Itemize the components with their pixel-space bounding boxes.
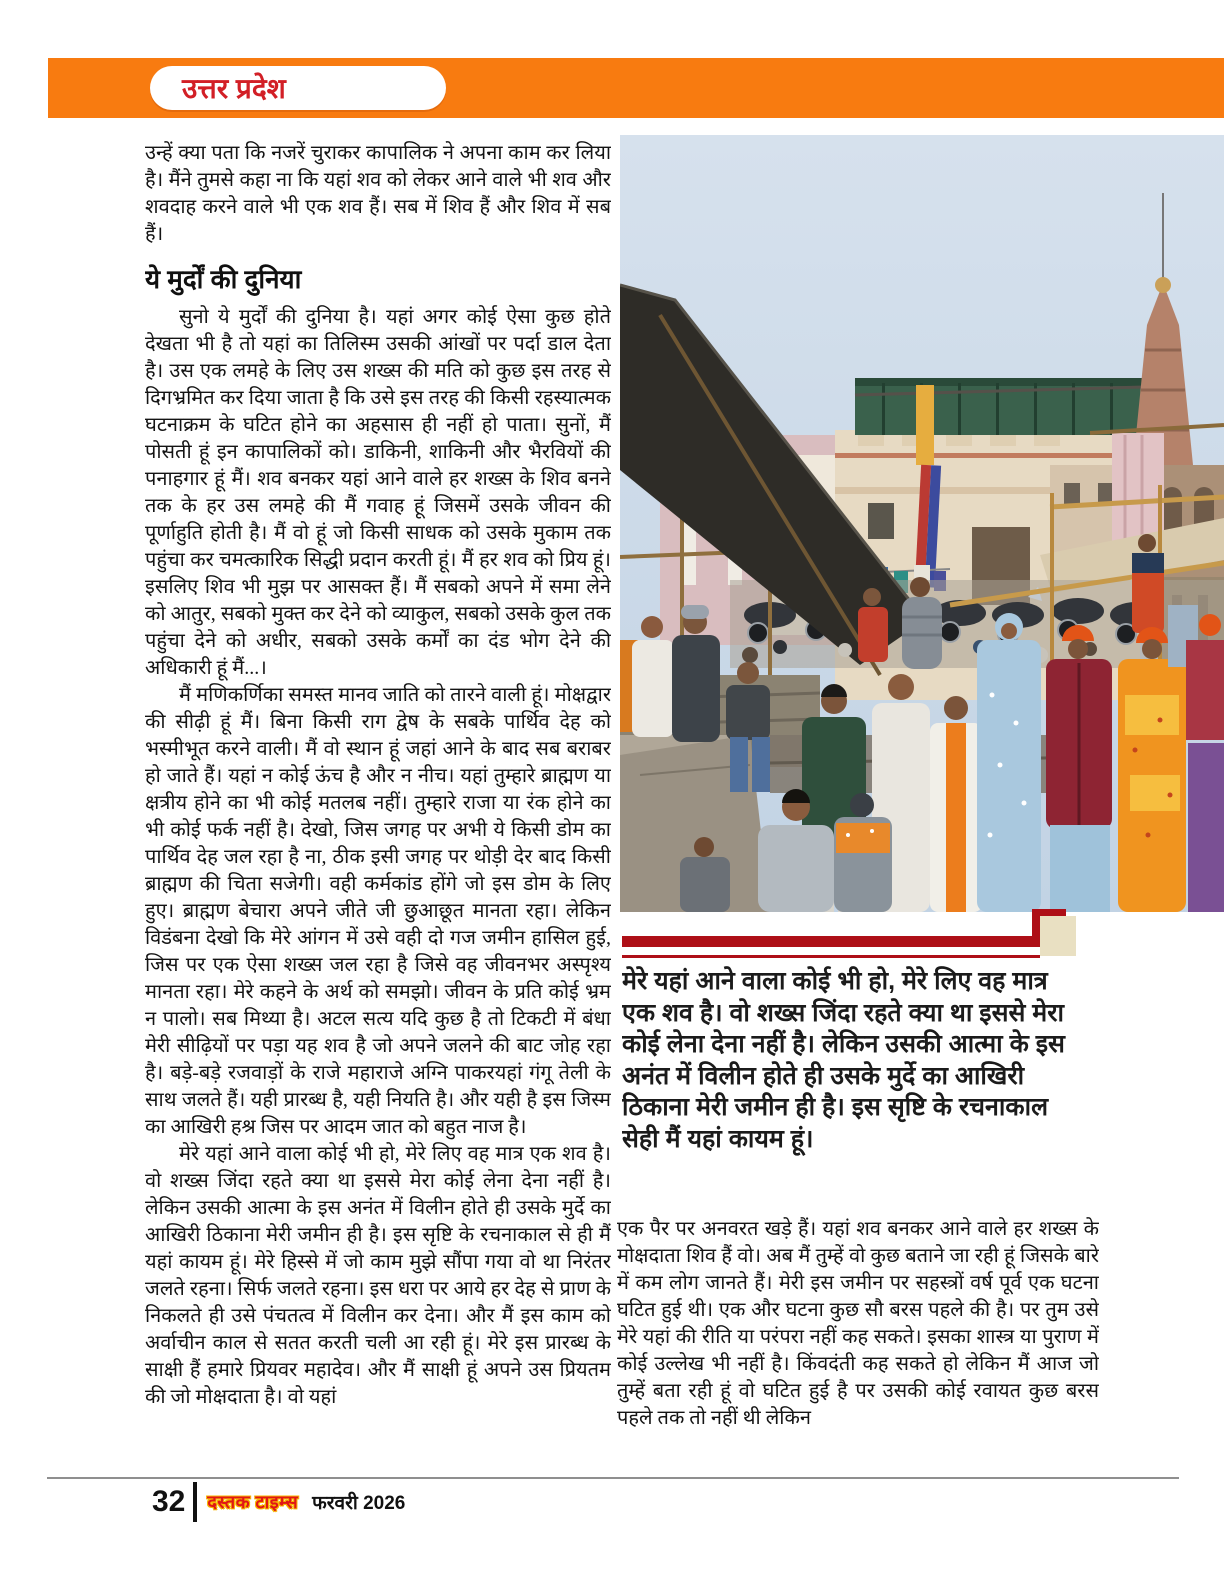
page-number: 32 xyxy=(152,1485,186,1518)
article-right-column xyxy=(617,1216,1099,1464)
issue-date: फरवरी 2026 xyxy=(312,1493,406,1514)
section-heading: ये मुर्दों की दुनिया xyxy=(145,264,302,294)
region-tag-pill xyxy=(150,66,446,110)
tan-square-accent xyxy=(1040,916,1076,956)
region-tag-label: उत्तर प्रदेश xyxy=(182,73,286,104)
article-paragraph: सुनो ये मुर्दों की दुनिया है। यहां अगर कोई ऐसा कुछ होते देखता भी है तो यहां का तिलिस्म उसकी आंखों पर पर्दा डाल देता है। उस एक लमहे के लिए उस शख्स की मति को कुछ इस तरह से दिगभ्रमित कर दिया जाता है कि उसे इस तरह की किसी रहस्यात्मक घटनाक्रम के घटित होने का अहसास ही नहीं हो पाता। सुनों, मैं पोसती हूं इन कापालिकों को। डाकिनी, शाकिनी और भैरवियों की पनाहगार हूं मैं। शव बनकर यहां आने वाले हर शख्स के शिव बनने तक के हर उस लमहे की मैं गवाह हूं जिसमें उसके जीवन की पूर्णाहुति होती है। मैं वो हूं जो किसी साधक को उसके मुकाम तक पहुंचा कर चमत्कारिक सिद्धी प्रदान करती हूं। मैं हर शव को प्रिय हूं। इसलिए शिव भी मुझ पर आसक्त हैं। मैं सबको अपने में समा लेने को आतुर, सबको मुक्त कर देने को व्याकुल, सबको उसके कुल तक पहुंचा देने को अधीर, सबको उसके कर्मों का दंड भोग देने की अधिकारी हूं मैं...। xyxy=(145,306,611,679)
footer-divider xyxy=(193,1482,197,1522)
article-left-column xyxy=(145,140,611,1465)
intro-paragraph: उन्हें क्या पता कि नजरें चुराकर कापालिक ने अपना काम कर लिया है। मैंने तुमसे कहा ना कि यहां शव को लेकर आने वाले भी शव और शवदाह करने वाले भी एक शव हैं। सब में शिव हैं और शिव में सब हैं। xyxy=(145,142,611,245)
article-paragraph: मेरे यहां आने वाला कोई भी हो, मेरे लिए वह मात्र एक शव है। वो शख्स जिंदा रहते क्या था इससे मेरा कोई लेना देना नहीं है। लेकिन उसकी आत्मा के इस अनंत में विलीन होते ही उसके मुर्दे का आखिरी ठिकाना मेरी जमीन ही है। इस सृष्टि के रचनाकाल से ही मैं यहां कायम हूं। मेरे हिस्से में जो काम मुझे सौंपा गया वो था निरंतर जलते रहना। सिर्फ जलते रहना। इस धरा पर आये हर देह से प्राण के निकलते ही उसे पंचतत्व में विलीन कर देना। और मैं इस काम को अर्वाचीन काल से सतत करती चली आ रही हूं। मेरे इस प्रारब्ध के साक्षी हैं हमारे प्रियवर महादेव। और मैं साक्षी हूं अपने उस प्रियतम की जो मोक्षदाता है। वो यहां xyxy=(145,1143,611,1408)
continuation-paragraph: एक पैर पर अनवरत खड़े हैं। यहां शव बनकर आने वाले हर शख्स के मोक्षदाता शिव हैं वो। अब मैं तुम्हें वो कुछ बताने जा रही हूं जिसके बारे में कम लोग जानते हैं। मेरी इस जमीन पर सहस्त्रों वर्ष पूर्व एक घटना घटित हुई थी। एक और घटना कुछ सौ बरस पहले की है। पर तुम उसे मेरे यहां की रीति या परंपरा नहीं कह सकते। इसका शास्त्र या पुराण में कोई उल्लेख भी नहीं है। किंवदंती कह सकते हो लेकिन मैं आज जो तुम्हें बता रही हूं वो घटित हुई है पर उसकी कोई रवायत कुछ बरस पहले तक तो नहीं थी लेकिन xyxy=(617,1218,1099,1429)
pull-quote: मेरे यहां आने वाला कोई भी हो, मेरे लिए वह मात्र एक शव है। वो शख्स जिंदा रहते क्या था इससे मेरा कोई लेना देना नहीं है। लेकिन उसकी आत्मा के इस अनंत में विलीन होते ही उसके मुर्दे का आखिरी ठिकाना मेरी जमीन ही है। इस सृष्टि के रचनाकाल सेही मैं यहां कायम हूं। xyxy=(622,967,1065,1153)
footer-rule xyxy=(47,1477,1179,1479)
pull-quote-rule-thin xyxy=(622,955,1040,958)
footer xyxy=(152,1482,405,1522)
top-accent-bar xyxy=(48,58,1224,118)
pull-quote-rule-thick xyxy=(622,936,1040,947)
ghat-photo xyxy=(620,135,1224,912)
article-paragraph: मैं मणिकर्णिका समस्त मानव जाति को तारने वाली हूं। मोक्षद्वार की सीढ़ी हूं मैं। बिना किसी राग द्वेष के सबके पार्थिव देह को भस्मीभूत करने वाली। मैं वो स्थान हूं जहां आने के बाद सब बराबर हो जाते हैं। यहां न कोई ऊंच है और न नीच। यहां तुम्हारे ब्राह्मण या क्षत्रीय होने का भी कोई मतलब नहीं। तुम्हारे राजा या रंक होने का भी कोई फर्क नहीं है। देखो, जिस जगह पर अभी ये किसी डोम का पार्थिव देह जल रहा है ना, ठीक इसी जगह पर थोड़ी देर बाद किसी ब्राह्मण की चिता सजेगी। वही कर्मकांड होंगे जो इस डोम के लिए हुए। ब्राह्मण बेचारा अपने जीते जी छुआछूत मानता रहा। लेकिन विडंबना देखो कि मेरे आंगन में उसे वही दो गज जमीन हासिल हुई, जिस पर एक ऐसा शख्स जल रहा है जिसे वह जीवनभर अस्पृश्य मानता रहा। मेरे कहने के अर्थ को समझो। जीवन के प्रति कोई भ्रम न पालो। सब मिथ्या है। अटल सत्य यदि कुछ है तो टिकटी में बंधा मेरी सीढ़ियों पर पड़ा यह शव है जो अपने जलने की बाट जोह रहा है। बड़े-बड़े रजवाड़ों के राजे महाराजे अग्नि पाकरयहां गंगू तेली के साथ जलते हैं। यही प्रारब्ध है, यही नियति है। और यही है इस जिस्म का आखिरी हश्र जिस पर आदम जात को बहुत नाज है। xyxy=(145,684,611,1138)
magazine-logo: दस्तक टाइम्स xyxy=(207,1492,299,1512)
